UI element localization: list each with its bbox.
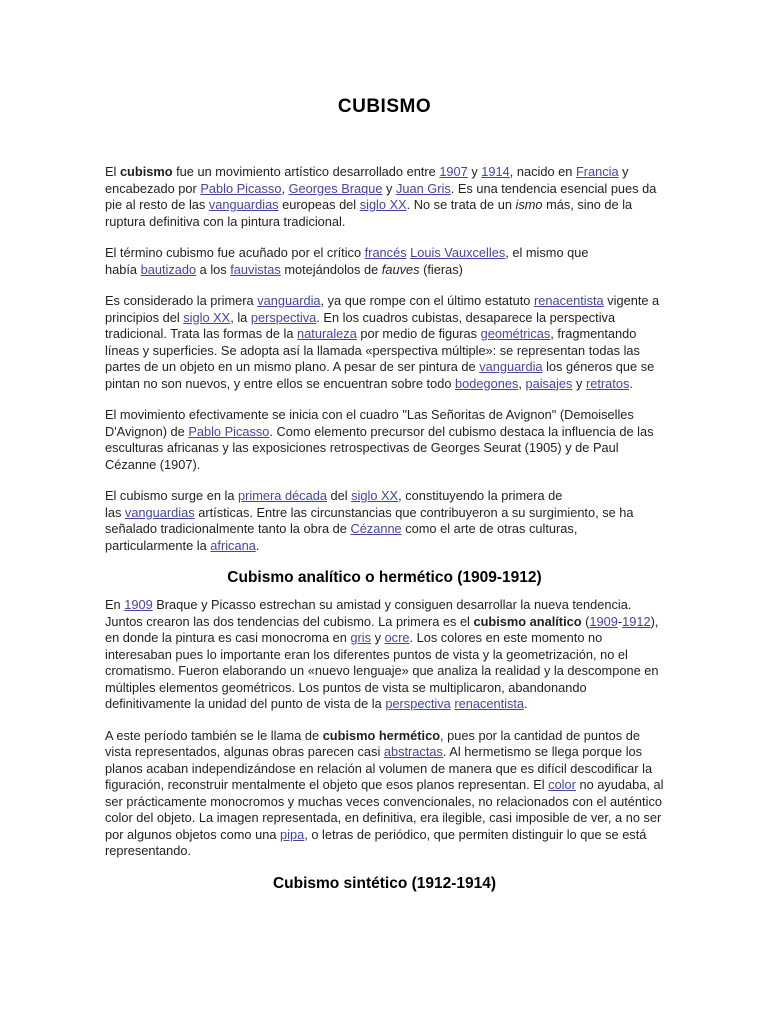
text-run: más, sino de la ruptura definitiva con la pintura tradicional. [105, 197, 633, 229]
text-run: . Los colores en este momento no interesaban pues lo importante eran los diferentes puntos de vista y la geometrización, no el cromatismo. Fueron elaborando un «nuevo lenguaje» que analiza la realidad y la descompone en múltiples elementos geométricos. Los puntos de vista se multiplicaron, abandonando definitivamente la unidad del punto de vista de la [105, 630, 659, 711]
text-run: como el arte de otras culturas, particularmente la [105, 521, 578, 553]
text-run: por medio de figuras [356, 326, 481, 341]
text-run: y [572, 375, 586, 391]
text-link[interactable]: primera década [238, 488, 327, 503]
text-link[interactable]: vanguardia [257, 293, 321, 308]
text-run: . [629, 375, 633, 391]
text-link[interactable]: bodegones [455, 375, 519, 391]
text-link[interactable]: 1912 [622, 613, 651, 629]
text-link[interactable]: pipa [280, 826, 305, 842]
text-link[interactable]: retratos [585, 375, 630, 391]
text-run: cubismo [119, 164, 173, 179]
text-run: Braque y Picasso estrechan su amistad y consiguen desarrollar la nueva tendencia. Juntos crearon las dos tendencias del cubismo. La primera es el [105, 597, 632, 629]
text-run: los géneros que se pintan no son nuevos, y entre ellos se encuentran sobre todo [105, 359, 655, 391]
text-run: (fieras) [419, 261, 463, 277]
text-link[interactable]: 1907 [439, 164, 468, 179]
text-link[interactable]: siglo XX [359, 197, 407, 212]
text-run: . Es una tendencia esencial pues da pie al resto de las [105, 180, 657, 212]
text-link[interactable]: gris [350, 630, 372, 645]
paragraph-hermetico [105, 728, 664, 860]
text-link[interactable]: Georges Braque [288, 180, 383, 196]
text-run: fauves [381, 261, 420, 277]
text-link[interactable]: naturaleza [297, 326, 357, 341]
paragraph-vanguardia [105, 293, 664, 392]
text-run: ismo [515, 197, 543, 212]
text-run: . No se trata de un [406, 197, 516, 212]
text-link[interactable]: vanguardia [479, 359, 543, 374]
text-run: . En los cuadros cubistas, desaparece la perspectiva tradicional. Trata las formas de la [105, 309, 616, 341]
text-link[interactable]: Cézanne [350, 521, 402, 536]
text-link[interactable]: perspectiva [385, 696, 451, 711]
paragraph-intro [105, 164, 664, 230]
text-run: - [617, 613, 623, 629]
text-run: El [105, 164, 120, 179]
text-run: En [105, 597, 125, 612]
text-link[interactable]: color [548, 777, 576, 792]
text-link[interactable]: vanguardias [124, 504, 195, 520]
text-run: vigente a principios del [105, 293, 660, 325]
text-link[interactable]: 1914 [481, 164, 510, 179]
text-run: motejándolos de [280, 261, 382, 277]
text-run: , constituyendo la primera de [398, 488, 563, 503]
text-link[interactable]: 1909 [124, 597, 153, 612]
text-run: . Como elemento precursor del cubismo destaca la influencia de las esculturas africanas y las exposiciones retrospectivas de Georges Seurat (1905) y de Paul Cézanne (1907). [105, 423, 654, 472]
text-link[interactable]: abstractas [383, 744, 443, 759]
text-run: había [105, 261, 141, 277]
text-link[interactable]: ocre [384, 630, 410, 645]
text-run: , la [230, 309, 251, 325]
section-heading-cubismo-sintetico: Cubismo sintético (1912-1914) [272, 874, 497, 892]
text-run: , o letras de periódico, que permiten distinguir lo que se está representando. [105, 826, 647, 858]
text-run: , [281, 180, 289, 196]
text-run: El cubismo surge en la [105, 488, 239, 503]
text-run: y [371, 630, 385, 645]
text-run: europeas del [278, 197, 360, 212]
paragraph-surgimiento [105, 488, 664, 554]
text-run: no ayudaba, al ser prácticamente monocromos y muchas veces convencionales, no relacionados con el auténtico color del objeto. La imagen representada, en definitiva, era ilegible, casi imposible de ver, a no ser por algunos objetos como una [105, 777, 664, 842]
text-run: , ya que rompe con el último estatuto [320, 293, 534, 308]
text-run: cubismo hermético [322, 727, 441, 743]
text-run: , [518, 375, 526, 391]
text-run: . [255, 537, 260, 553]
text-link[interactable]: geométricas [480, 326, 551, 341]
text-link[interactable]: Pablo Picasso [188, 423, 270, 439]
text-run: a los [196, 261, 231, 277]
text-link[interactable]: renacentista [533, 293, 604, 308]
paragraph-termino [105, 245, 664, 278]
text-link[interactable]: siglo XX [183, 309, 231, 325]
text-run: , pues por la cantidad de puntos de vista representados, algunas obras parecen casi [105, 727, 640, 759]
text-link[interactable]: 1909 [589, 613, 618, 629]
text-run: fue un movimiento artístico desarrollado entre [172, 164, 440, 179]
text-link[interactable]: paisajes [525, 375, 573, 391]
text-link[interactable]: fauvistas [230, 261, 281, 277]
text-run: ( [581, 613, 590, 629]
text-run: las [105, 504, 125, 520]
text-run: , nacido en [509, 164, 576, 179]
text-link[interactable]: renacentista [454, 696, 525, 711]
text-link[interactable]: perspectiva [250, 309, 317, 325]
text-link[interactable]: vanguardias [208, 197, 279, 212]
text-run: artísticas. Entre las circunstancias que contribuyeron a su surgimiento, se ha señalado tradicionalmente tanto la obra de [105, 504, 634, 536]
paragraph-movimiento [105, 407, 664, 473]
text-run: y encabezado por [105, 164, 629, 196]
text-link[interactable]: Francia [575, 164, 619, 179]
text-run: cubismo analítico [473, 613, 582, 629]
text-run: , el mismo que [505, 245, 589, 260]
text-link[interactable]: Juan Gris [395, 180, 451, 196]
text-link[interactable]: francés [364, 245, 407, 260]
text-run: . Al hermetismo se llega porque los planos acaban independizándose en relación al volumen de manera que es difícil descodificar la figuración, reconstruir mentalmente el objeto que esos planos representan. El [105, 744, 653, 792]
document-title: CUBISMO [337, 96, 432, 117]
text-run: , fragmentando líneas y superficies. Se adopta así la llamada «perspectiva múltiple»: se representan todas las partes de un objeto en un mismo plano. A pesar de ser pintura de [105, 326, 640, 374]
text-run: y [467, 164, 482, 179]
text-run: El término cubismo fue acuñado por el crítico [105, 245, 365, 260]
section-heading-cubismo-analitico: Cubismo analítico o hermético (1909-1912) [227, 569, 542, 586]
text-run: ), en donde la pintura es casi monocroma en [105, 613, 659, 645]
text-link[interactable]: Pablo Picasso [200, 180, 282, 196]
text-link[interactable]: africana [210, 537, 256, 553]
text-run: . [524, 696, 528, 711]
paragraph-analitico [105, 597, 664, 713]
text-run: A este período también se le llama de [105, 727, 323, 743]
text-link[interactable]: bautizado [140, 261, 197, 277]
text-run: Es considerado la primera [105, 293, 258, 308]
text-run: del [326, 488, 352, 503]
text-run: y [382, 180, 396, 196]
text-link[interactable]: Louis Vauxcelles [410, 245, 506, 260]
text-link[interactable]: siglo XX [351, 488, 399, 503]
text-run: El movimiento efectivamente se inicia con el cuadro "Las Señoritas de Avignon" (Demoiselles D'Avignon) de [105, 407, 634, 439]
